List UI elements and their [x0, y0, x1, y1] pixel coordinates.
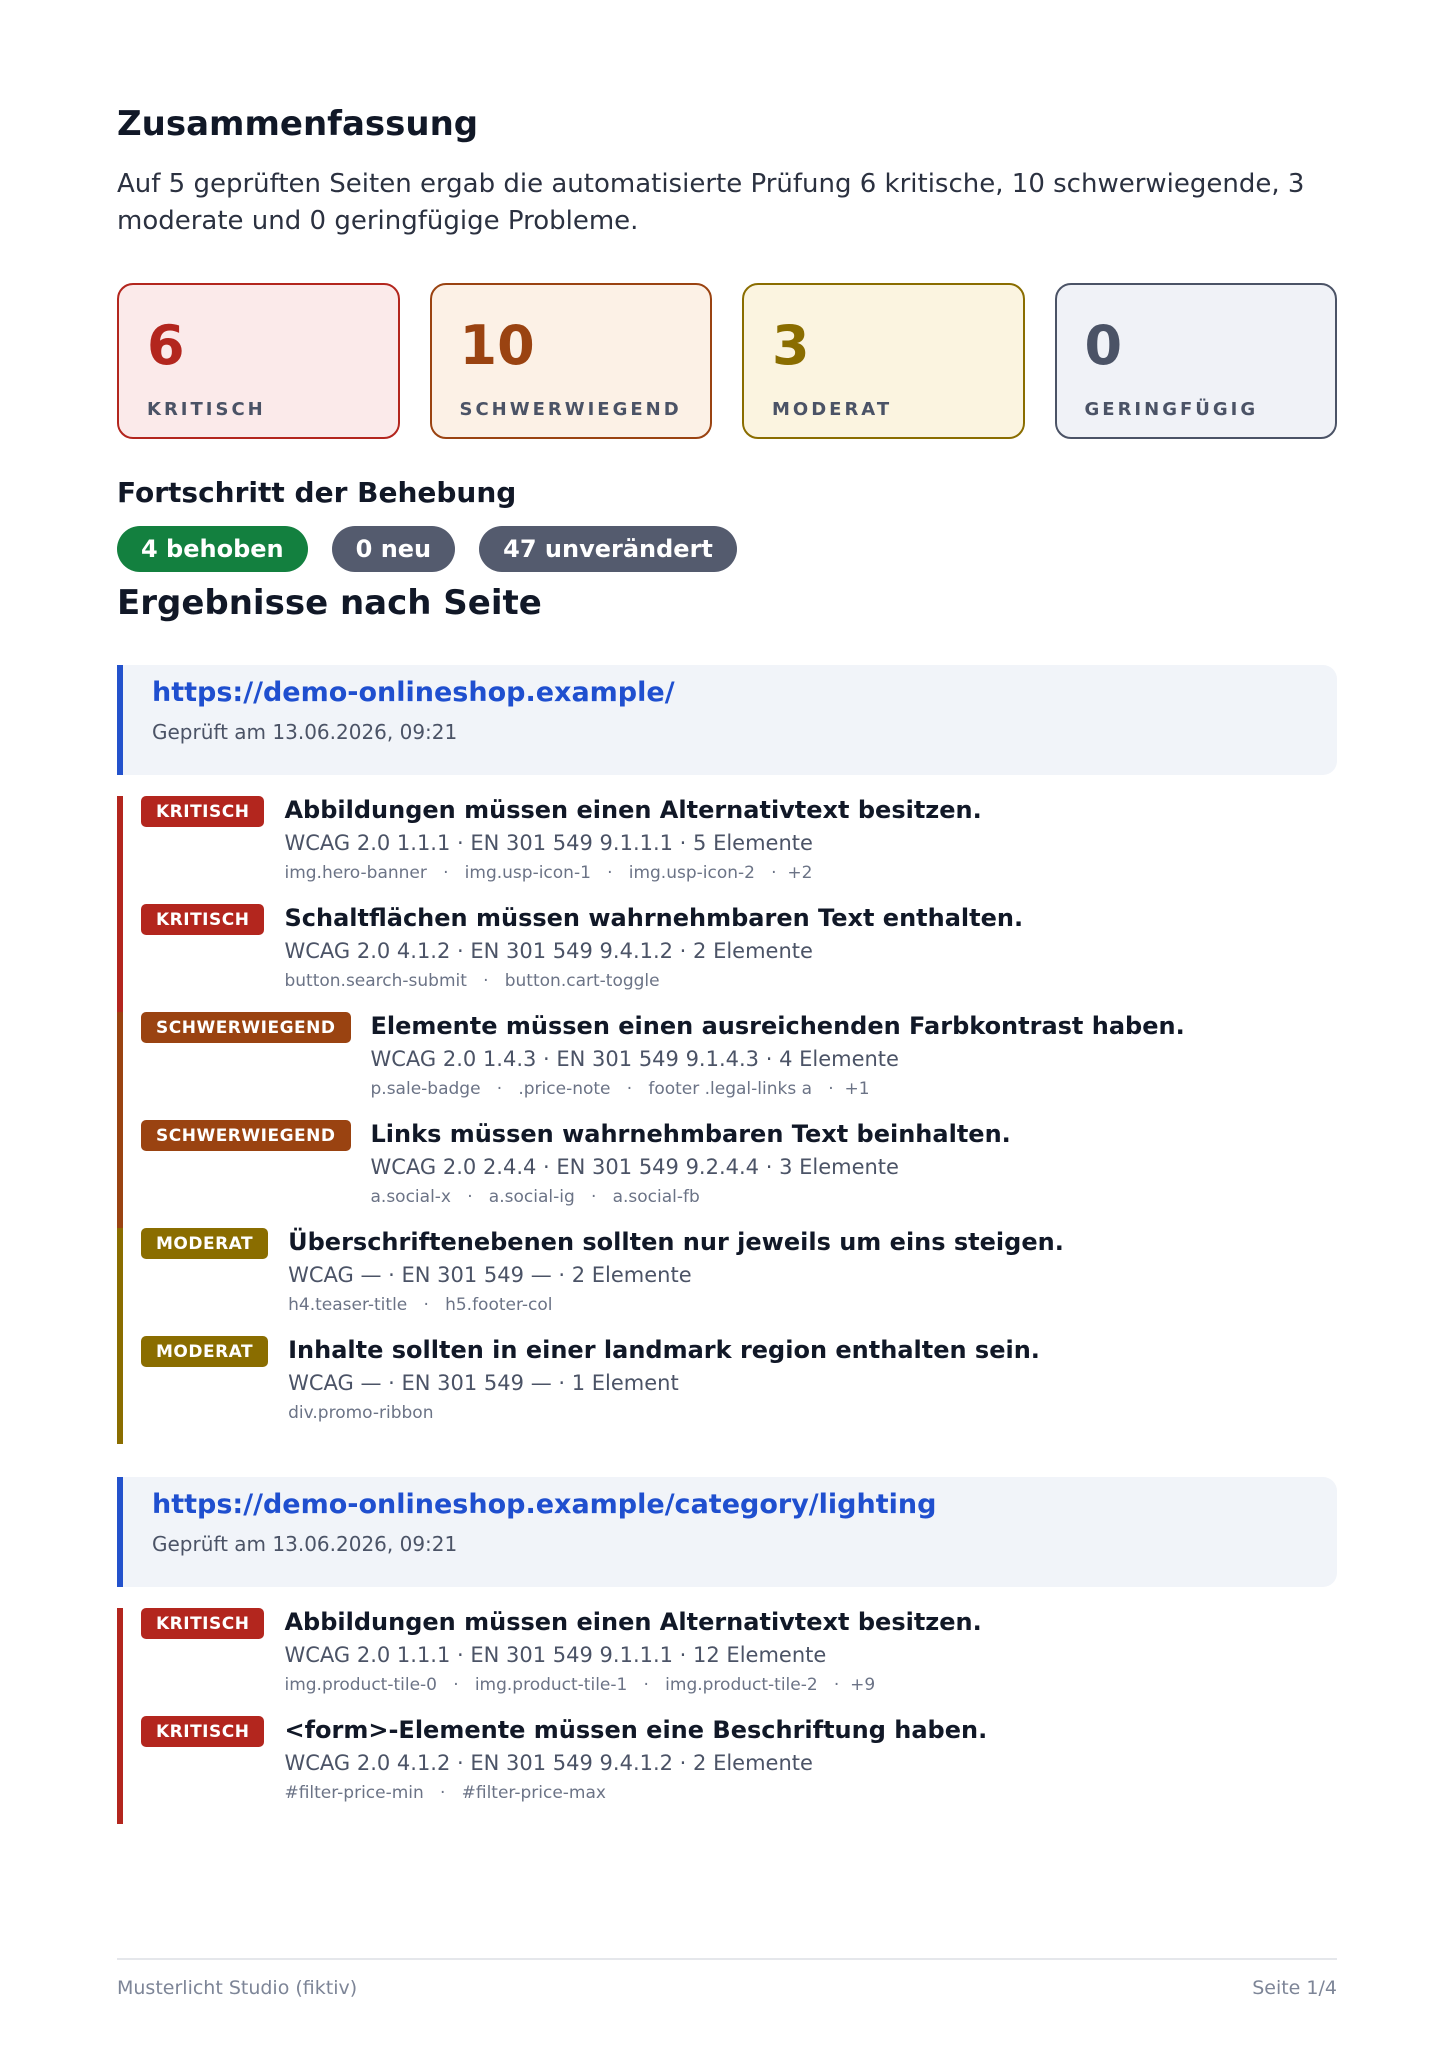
- report-page: [117, 0, 1337, 2047]
- severity-badge: SCHWERWIEGEND: [141, 1120, 351, 1151]
- issue-title: Links müssen wahrnehmbaren Text beinhalten.: [370, 1120, 1011, 1148]
- summary-text: Auf 5 geprüften Seiten ergab die automatisierte Prüfung 6 kritische, 10 schwerwiegende, 3 moderate und 0 geringfügige Probleme.: [117, 169, 1305, 236]
- issue-body: [288, 1336, 1040, 1444]
- issue-body: [284, 904, 1023, 1012]
- card-value: 0: [1084, 314, 1123, 377]
- issue-elements: p.sale-badge · .price-note · footer .legal-links a · +1: [370, 1079, 870, 1099]
- issue-row: [117, 1120, 1337, 1228]
- severity-badge: SCHWERWIEGEND: [141, 1012, 351, 1043]
- issue-meta: WCAG 2.0 1.4.3 · EN 301 549 9.1.4.3 · 4 Elemente: [370, 1047, 899, 1071]
- issue-list: [117, 796, 1337, 1444]
- card-value: 6: [147, 314, 185, 377]
- card-geringfuegig: [1055, 283, 1338, 439]
- page-header: [117, 665, 1337, 775]
- severity-bar: [117, 1716, 123, 1824]
- severity-badge: KRITISCH: [141, 1716, 264, 1747]
- pill-fixed: 4 behoben: [117, 526, 308, 572]
- issue-elements: h4.teaser-title · h5.footer-col: [288, 1295, 553, 1315]
- issue-meta: WCAG 2.0 2.4.4 · EN 301 549 9.2.4.4 · 3 Elemente: [370, 1155, 899, 1179]
- issue-meta: WCAG 2.0 1.1.1 · EN 301 549 9.1.1.1 · 12 Elemente: [284, 1643, 827, 1667]
- page-block: [117, 1477, 1337, 1824]
- issue-row: [117, 1012, 1337, 1120]
- severity-bar: [117, 796, 123, 904]
- results-title: Ergebnisse nach Seite: [117, 583, 542, 623]
- card-label: KRITISCH: [147, 399, 266, 420]
- issue-title: Abbildungen müssen einen Alternativtext besitzen.: [284, 1608, 982, 1636]
- issue-body: [371, 1120, 1011, 1228]
- severity-badge: MODERAT: [141, 1228, 268, 1259]
- pill-unchanged: 47 unverändert: [479, 526, 737, 572]
- footer-page-number: Seite 1/4: [1252, 1977, 1337, 1999]
- page-checked-date: Geprüft am 13.06.2026, 09:21: [152, 1532, 458, 1556]
- card-schwerwiegend: [430, 283, 713, 439]
- issue-elements: div.promo-ribbon: [288, 1403, 434, 1423]
- card-kritisch: [117, 283, 400, 439]
- summary-title: Zusammenfassung: [117, 104, 479, 144]
- issue-row: [117, 796, 1337, 904]
- issue-row: [117, 1336, 1337, 1444]
- page-checked-date: Geprüft am 13.06.2026, 09:21: [152, 720, 458, 744]
- issue-elements: img.hero-banner · img.usp-icon-1 · img.usp-icon-2 · +2: [284, 863, 813, 883]
- severity-bar: [117, 904, 123, 1012]
- card-label: SCHWERWIEGEND: [459, 399, 682, 420]
- issue-body: [284, 1716, 987, 1824]
- issue-row: [117, 1716, 1337, 1824]
- issue-meta: WCAG — · EN 301 549 — · 2 Elemente: [288, 1263, 692, 1287]
- progress-pills: [117, 526, 737, 572]
- page-header: [117, 1477, 1337, 1587]
- severity-badge: MODERAT: [141, 1336, 268, 1367]
- card-moderat: [742, 283, 1025, 439]
- severity-bar: [117, 1336, 123, 1444]
- issue-title: Inhalte sollten in einer landmark region enthalten sein.: [288, 1336, 1040, 1364]
- issue-meta: WCAG 2.0 4.1.2 · EN 301 549 9.4.1.2 · 2 Elemente: [284, 939, 813, 963]
- issue-elements: a.social-x · a.social-ig · a.social-fb: [370, 1187, 700, 1207]
- issue-elements: button.search-submit · button.cart-toggle: [284, 971, 660, 991]
- issue-title: Schaltflächen müssen wahrnehmbaren Text enthalten.: [284, 904, 1024, 932]
- page-url-link[interactable]: https://demo-onlineshop.example/: [152, 677, 675, 708]
- severity-cards: [117, 283, 1337, 439]
- issue-meta: WCAG 2.0 4.1.2 · EN 301 549 9.4.1.2 · 2 Elemente: [284, 1751, 813, 1775]
- page-url-link[interactable]: https://demo-onlineshop.example/category/lighting: [152, 1489, 937, 1520]
- issue-elements: #filter-price-min · #filter-price-max: [284, 1783, 606, 1803]
- issue-meta: WCAG — · EN 301 549 — · 1 Element: [288, 1371, 679, 1395]
- issue-title: Elemente müssen einen ausreichenden Farbkontrast haben.: [370, 1012, 1185, 1040]
- issue-list: [117, 1608, 1337, 1824]
- severity-bar: [117, 1228, 123, 1336]
- issue-body: [288, 1228, 1064, 1336]
- footer: [117, 1958, 1337, 1999]
- severity-badge: KRITISCH: [141, 796, 264, 827]
- severity-badge: KRITISCH: [141, 1608, 264, 1639]
- page-block: [117, 665, 1337, 1444]
- issue-title: Abbildungen müssen einen Alternativtext besitzen.: [284, 796, 982, 824]
- issue-meta: WCAG 2.0 1.1.1 · EN 301 549 9.1.1.1 · 5 Elemente: [284, 831, 813, 855]
- issue-row: [117, 904, 1337, 1012]
- issue-body: [284, 1608, 981, 1716]
- issue-elements: img.product-tile-0 · img.product-tile-1 · img.product-tile-2 · +9: [284, 1675, 876, 1695]
- severity-badge: KRITISCH: [141, 904, 264, 935]
- issue-row: [117, 1608, 1337, 1716]
- severity-bar: [117, 1012, 123, 1120]
- card-label: GERINGFÜGIG: [1084, 399, 1259, 420]
- card-label: MODERAT: [772, 399, 893, 420]
- issue-body: [284, 796, 981, 904]
- progress-title: Fortschritt der Behebung: [117, 476, 517, 509]
- pill-new: 0 neu: [332, 526, 456, 572]
- issue-title: <form>-Elemente müssen eine Beschriftung haben.: [284, 1716, 988, 1744]
- issue-body: [371, 1012, 1185, 1120]
- issue-row: [117, 1228, 1337, 1336]
- issue-title: Überschriftenebenen sollten nur jeweils um eins steigen.: [288, 1228, 1064, 1256]
- card-value: 10: [459, 314, 535, 377]
- card-value: 3: [772, 314, 810, 377]
- severity-bar: [117, 1608, 123, 1716]
- severity-bar: [117, 1120, 123, 1228]
- footer-company: Musterlicht Studio (fiktiv): [117, 1977, 358, 1999]
